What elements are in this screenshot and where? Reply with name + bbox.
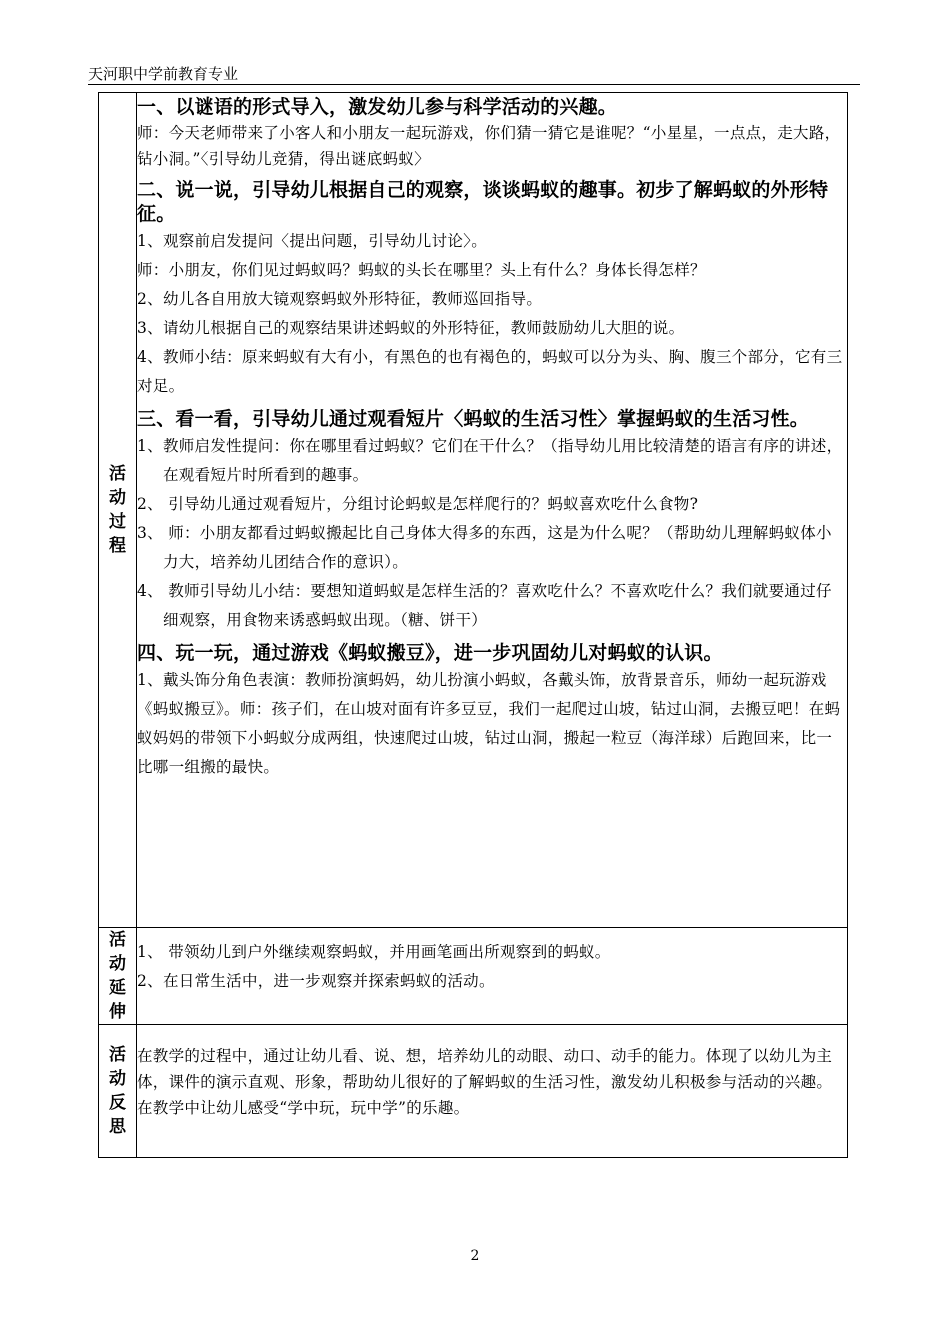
activity-process-row [99, 93, 848, 928]
section-3-item-2: 2、 引导幼儿通过观看短片，分组讨论蚂蚁是怎样爬行的？蚂蚁喜欢吃什么食物? [137, 495, 699, 513]
section-2-item-3: 3、请幼儿根据自己的观察结果讲述蚂蚁的外形特征，教师鼓励幼儿大胆的说。 [137, 319, 685, 337]
activity-process-label: 活动过程 [109, 464, 126, 556]
section-2-item-1: 1、观察前启发提问〈提出问题，引导幼儿讨论〉。 [137, 232, 488, 250]
activity-extension-label: 活动延伸 [109, 930, 126, 1022]
section-3-item-1: 1、教师启发性提问：你在哪里看过蚂蚁？它们在干什么？（指导幼儿用比较清楚的语言有序的讲述，在观看短片时所看到的趣事。 [137, 437, 843, 484]
activity-extension-row [99, 928, 848, 1025]
section-2-title: 二、说一说，引导幼儿根据自己的观察，谈谈蚂蚁的趣事。初步了解蚂蚁的外形特征。 [137, 179, 829, 225]
header-school-name: 天河职中学前教育专业 [88, 65, 239, 83]
section-4-item-1: 1、戴头饰分角色表演：教师扮演蚂妈，幼儿扮演小蚂蚁，各戴头饰，放背景音乐，师幼一起玩游戏《蚂蚁搬豆》。师：孩子们，在山坡对面有许多豆豆，我们一起爬过山坡，钻过山洞，去搬豆吧！在蚂蚁妈妈的带领下小蚂蚁分成两组，快速爬过山坡，钻过山洞，搬起一粒豆（海洋球）后跑回来，比一比哪一组搬的最快。 [137, 671, 841, 776]
section-2-item-2: 2、幼儿各自用放大镜观察蚂蚁外形特征，教师巡回指导。 [137, 290, 543, 308]
section-3-item-3: 3、 师：小朋友都看过蚂蚁搬起比自己身体大得多的东西，这是为什么呢？（帮助幼儿理解蚂蚁体小力大，培养幼儿团结合作的意识）。 [137, 524, 832, 571]
section-2-teacher-question: 师：小朋友，你们见过蚂蚁吗？蚂蚁的头长在哪里？头上有什么？身体长得怎样？ [137, 261, 706, 279]
section-3-item-4: 4、 教师引导幼儿小结：要想知道蚂蚁是怎样生活的？喜欢吃什么？不喜欢吃什么？我们就要通过仔细观察，用食物来诱惑蚂蚁出现。（糖、饼干） [137, 582, 832, 629]
lesson-plan-table [98, 92, 848, 1158]
activity-extension-content [137, 928, 848, 1025]
section-4-title: 四、玩一玩，通过游戏《蚂蚁搬豆》，进一步巩固幼儿对蚂蚁的认识。 [137, 642, 723, 664]
page-header [88, 64, 860, 85]
section-1-title: 一、以谜语的形式导入，激发幼儿参与科学活动的兴趣。 [137, 96, 618, 118]
activity-process-content [137, 93, 848, 928]
extension-item-2: 2、在日常生活中，进一步观察并探索蚂蚁的活动。 [137, 972, 495, 990]
activity-extension-label-cell [99, 928, 137, 1025]
reflection-paragraph: 在教学的过程中，通过让幼儿看、说、想，培养幼儿的动眼、动口、动手的能力。体现了以幼儿为主体，课件的演示直观、形象，帮助幼儿很好的了解蚂蚁的生活习性，激发幼儿积极参与活动的兴趣。在教学中让幼儿感受“学中玩，玩中学”的乐趣。 [137, 1047, 833, 1117]
activity-reflection-label: 活动反思 [109, 1045, 126, 1137]
activity-reflection-row [99, 1025, 848, 1158]
activity-process-label-cell [99, 93, 137, 928]
section-1-paragraph: 师：今天老师带来了小客人和小朋友一起玩游戏，你们猜一猜它是谁呢？“小星星，一点点，走大路，钻小洞。”〈引导幼儿竞猜，得出谜底蚂蚁〉 [137, 124, 841, 168]
extension-item-1: 1、 带领幼儿到户外继续观察蚂蚁，并用画笔画出所观察到的蚂蚁。 [137, 943, 611, 961]
page-number: 2 [470, 1248, 480, 1264]
activity-reflection-content [137, 1025, 848, 1158]
activity-reflection-label-cell [99, 1025, 137, 1158]
section-2-item-4: 4、教师小结：原来蚂蚁有大有小，有黑色的也有褐色的，蚂蚁可以分为头、胸、腹三个部分，它有三对足。 [137, 348, 843, 395]
section-3-title: 三、看一看，引导幼儿通过观看短片〈蚂蚁的生活习性〉掌握蚂蚁的生活习性。 [137, 408, 810, 430]
